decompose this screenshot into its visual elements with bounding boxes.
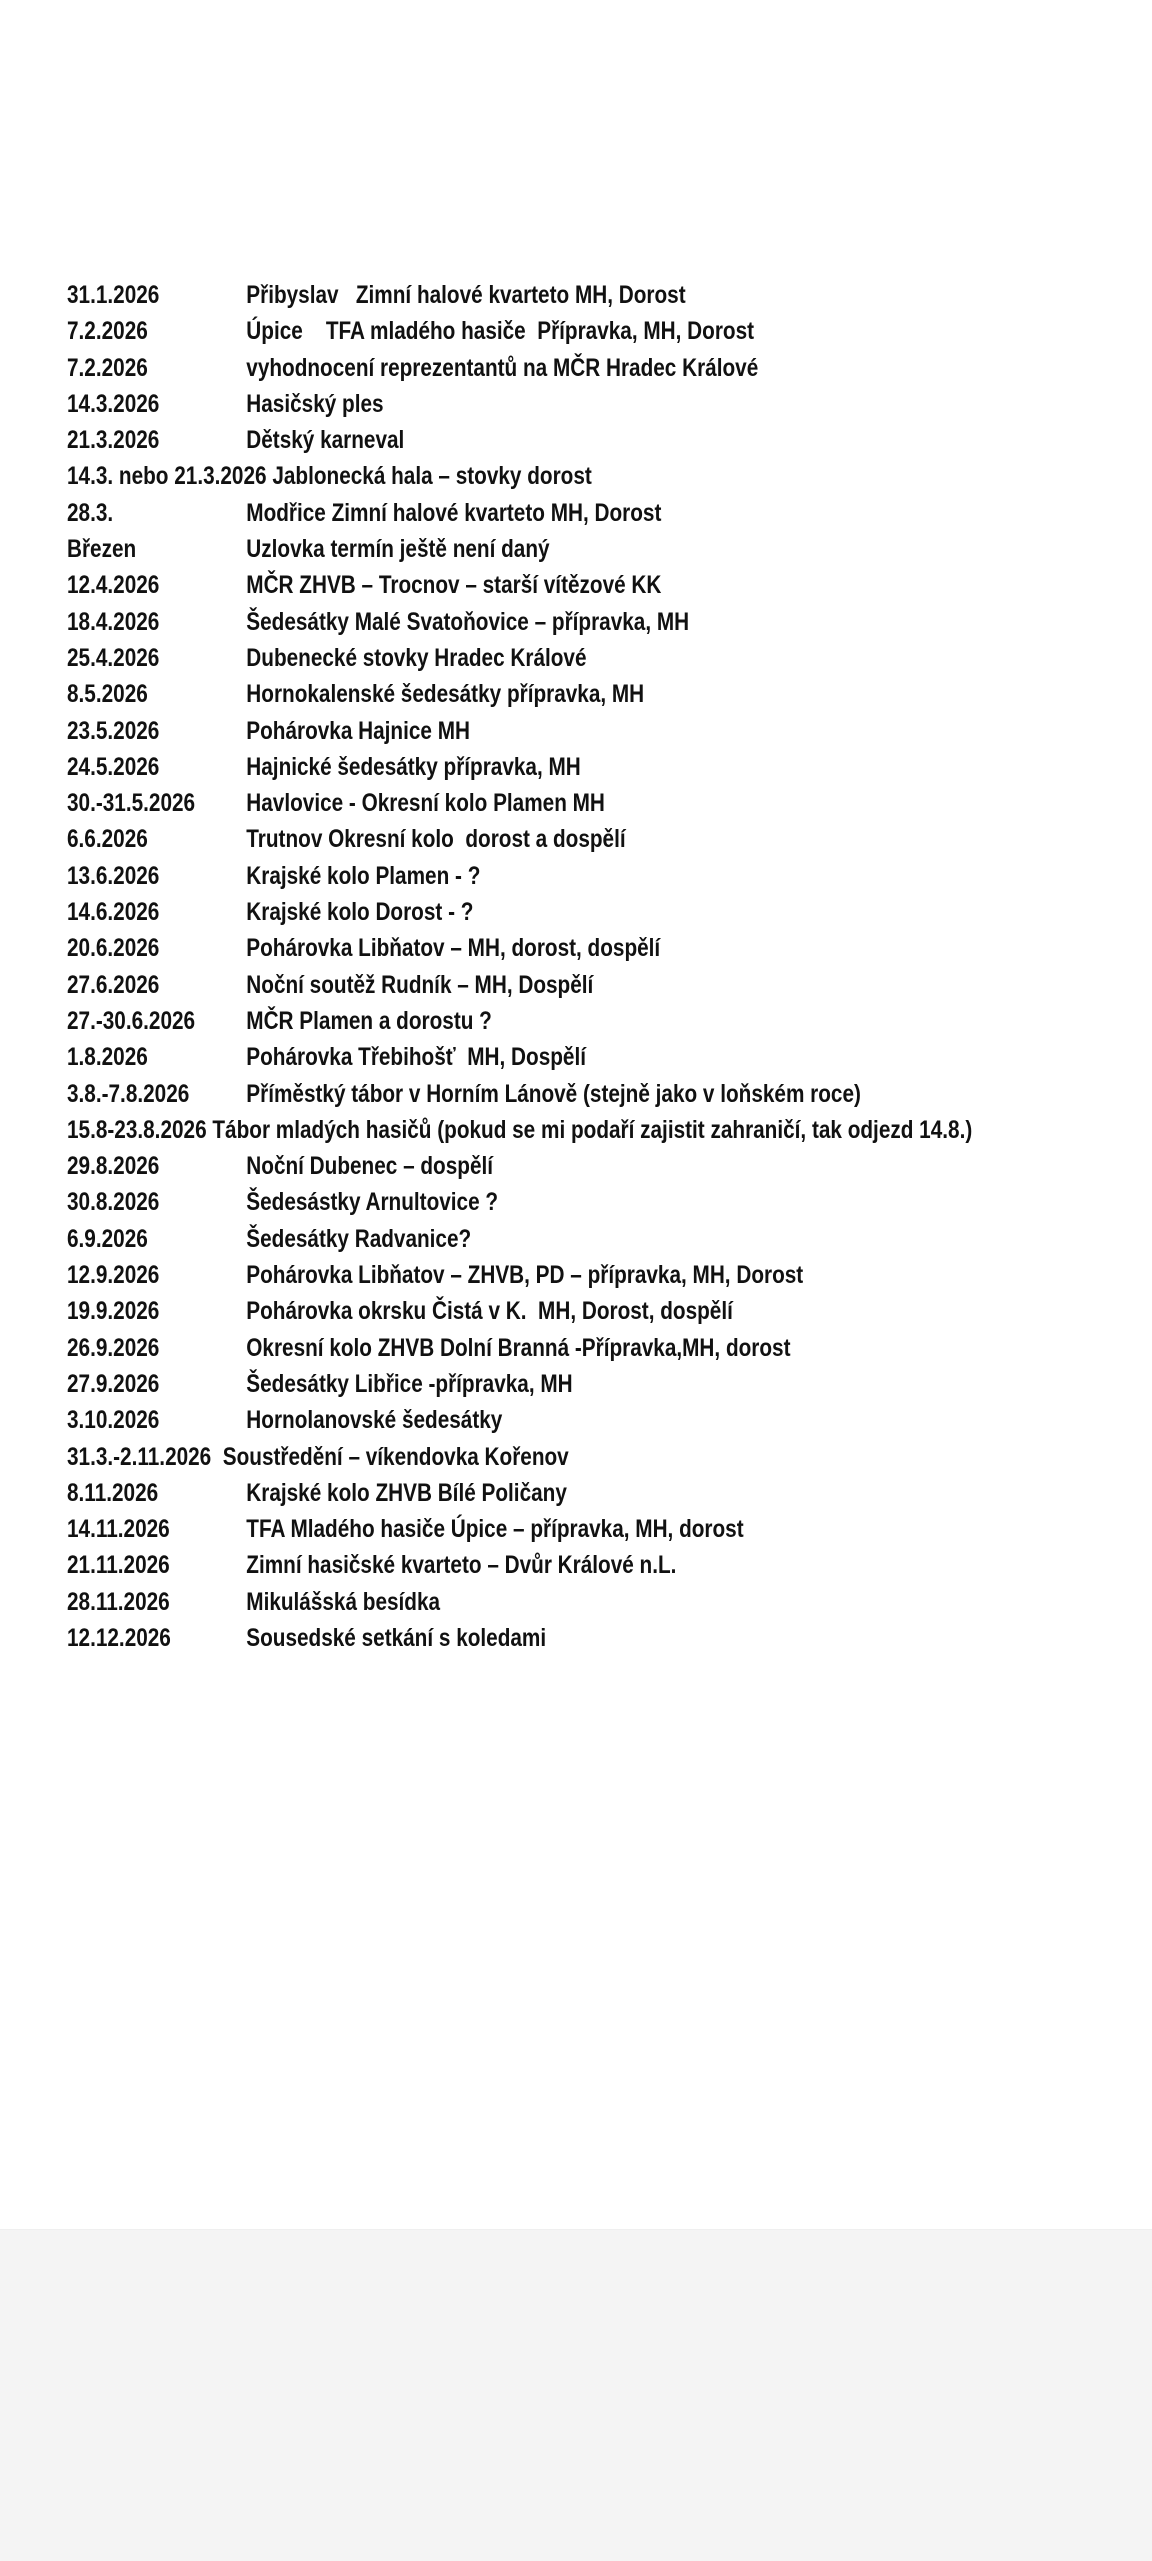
event-description: Pohárovka Hajnice MH	[246, 716, 470, 745]
event-date: 3.8.-7.8.2026	[67, 1079, 190, 1108]
event-row-content	[67, 1257, 803, 1293]
event-date: 18.4.2026	[67, 607, 160, 636]
event-description: Hornokalenské šedesátky přípravka, MH	[246, 680, 645, 709]
event-description: Úpice TFA mladého hasiče Přípravka, MH, Dorost	[246, 317, 755, 346]
event-row-content	[67, 1112, 972, 1148]
event-row	[67, 1547, 1147, 1583]
event-row-content	[67, 350, 758, 386]
event-date: 21.3.2026	[67, 426, 160, 455]
event-description: Mikulášská besídka	[246, 1587, 441, 1616]
event-date: 14.3. nebo 21.3.2026	[67, 462, 267, 491]
event-row-content	[67, 1148, 493, 1184]
event-description: Okresní kolo ZHVB Dolní Branná -Přípravka,MH, dorost	[246, 1333, 791, 1362]
event-row-content	[67, 1039, 586, 1075]
event-date: 7.2.2026	[67, 353, 148, 382]
event-date: 28.3.	[67, 498, 114, 527]
event-row	[67, 1112, 1147, 1148]
event-row-content	[67, 386, 384, 422]
event-description: Příměstký tábor v Horním Lánově (stejně jako v loňském roce)	[246, 1079, 861, 1108]
event-row-content	[67, 676, 644, 712]
event-row-content	[67, 1511, 744, 1547]
event-row	[67, 1076, 1147, 1112]
event-row-content	[67, 1003, 492, 1039]
event-row	[67, 1003, 1147, 1039]
event-date: 8.5.2026	[67, 680, 148, 709]
event-row	[67, 1330, 1147, 1366]
event-row-content	[67, 277, 686, 313]
event-description: Šedesátky Malé Svatoňovice – přípravka, MH	[246, 607, 690, 636]
event-row	[67, 1366, 1147, 1402]
event-date: 13.6.2026	[67, 861, 160, 890]
event-row-content	[67, 1076, 861, 1112]
event-description: Zimní hasičské kvarteto – Dvůr Králové n.L.	[246, 1551, 677, 1580]
event-date: 1.8.2026	[67, 1043, 148, 1072]
event-description: Dubenecké stovky Hradec Králové	[246, 643, 587, 672]
event-row-content	[67, 1293, 733, 1329]
event-row	[67, 967, 1147, 1003]
event-date: 29.8.2026	[67, 1152, 160, 1181]
event-row-content	[67, 458, 592, 494]
event-row	[67, 495, 1147, 531]
event-row	[67, 531, 1147, 567]
event-description: Pohárovka Libňatov – ZHVB, PD – přípravka, MH, Dorost	[246, 1261, 804, 1290]
event-date: 15.8-23.8.2026	[67, 1115, 207, 1144]
event-date: 23.5.2026	[67, 716, 160, 745]
event-row	[67, 422, 1147, 458]
event-description: Modřice Zimní halové kvarteto MH, Dorost	[246, 498, 662, 527]
event-date: 27.-30.6.2026	[67, 1006, 196, 1035]
event-date: 21.11.2026	[67, 1551, 170, 1580]
event-row	[67, 277, 1147, 313]
event-row-content	[67, 749, 581, 785]
event-date: 31.3.-2.11.2026	[67, 1442, 212, 1471]
event-row-content	[67, 1184, 498, 1220]
event-row	[67, 1584, 1147, 1620]
event-row	[67, 458, 1147, 494]
event-row	[67, 350, 1147, 386]
event-description: Tábor mladých hasičů (pokud se mi podaří zajistit zahraničí, tak odjezd 14.8.)	[206, 1115, 973, 1144]
event-row	[67, 1511, 1147, 1547]
event-row-content	[67, 1366, 573, 1402]
event-row	[67, 1620, 1147, 1656]
event-description: Pohárovka Libňatov – MH, dorost, dospělí	[246, 934, 661, 963]
event-description: Krajské kolo Dorost - ?	[246, 898, 474, 927]
event-row-content	[67, 894, 473, 930]
event-row-content	[67, 967, 593, 1003]
event-row	[67, 313, 1147, 349]
event-row	[67, 604, 1147, 640]
event-row-content	[67, 640, 587, 676]
event-row	[67, 1293, 1147, 1329]
event-row	[67, 567, 1147, 603]
event-row-content	[67, 785, 605, 821]
event-row-content	[67, 604, 689, 640]
event-row-content	[67, 422, 404, 458]
event-row	[67, 1184, 1147, 1220]
event-description: Krajské kolo Plamen - ?	[246, 861, 481, 890]
event-row-content	[67, 858, 480, 894]
event-description: Šedesátky Libřice -přípravka, MH	[246, 1369, 573, 1398]
event-description: Uzlovka termín ještě není daný	[246, 535, 550, 564]
event-row	[67, 785, 1147, 821]
event-row	[67, 894, 1147, 930]
event-row	[67, 640, 1147, 676]
event-description: Hajnické šedesátky přípravka, MH	[246, 752, 581, 781]
event-description: MČR ZHVB – Trocnov – starší vítězové KK	[246, 571, 662, 600]
event-date: 6.6.2026	[67, 825, 148, 854]
event-row-content	[67, 1620, 546, 1656]
event-description: Sousedské setkání s koledami	[246, 1623, 547, 1652]
event-date: 3.10.2026	[67, 1406, 160, 1435]
event-description: Hasičský ples	[246, 389, 384, 418]
event-row	[67, 1039, 1147, 1075]
event-row-content	[67, 930, 660, 966]
event-date: 12.12.2026	[67, 1623, 171, 1652]
event-row-content	[67, 713, 470, 749]
event-date: 27.6.2026	[67, 970, 160, 999]
event-date: 14.6.2026	[67, 898, 160, 927]
event-row	[67, 713, 1147, 749]
event-date: 25.4.2026	[67, 643, 160, 672]
event-description: Trutnov Okresní kolo dorost a dospělí	[246, 825, 626, 854]
event-description: Pohárovka okrsku Čistá v K. MH, Dorost, dospělí	[246, 1297, 733, 1326]
event-row	[67, 1257, 1147, 1293]
event-description: Šedesátky Radvanice?	[246, 1224, 472, 1253]
event-date: 6.9.2026	[67, 1224, 148, 1253]
event-row-content	[67, 567, 661, 603]
event-description: Šedesástky Arnultovice ?	[246, 1188, 499, 1217]
event-date: 30.8.2026	[67, 1188, 160, 1217]
event-date: Březen	[67, 535, 137, 564]
event-description: Hornolanovské šedesátky	[246, 1406, 503, 1435]
event-row-content	[67, 1439, 569, 1475]
event-description: MČR Plamen a dorostu ?	[246, 1006, 492, 1035]
event-row	[67, 821, 1147, 857]
event-date: 27.9.2026	[67, 1369, 160, 1398]
event-description: Dětský karneval	[246, 426, 405, 455]
event-row	[67, 1221, 1147, 1257]
event-date: 20.6.2026	[67, 934, 160, 963]
viewer-background	[0, 2229, 1152, 2561]
event-description: Soustředění – víkendovka Kořenov	[211, 1442, 569, 1471]
event-row-content	[67, 1584, 440, 1620]
event-date: 14.11.2026	[67, 1515, 170, 1544]
event-row	[67, 386, 1147, 422]
event-date: 28.11.2026	[67, 1587, 170, 1616]
event-date: 14.3.2026	[67, 389, 160, 418]
event-row	[67, 930, 1147, 966]
event-row	[67, 749, 1147, 785]
event-description: Noční soutěž Rudník – MH, Dospělí	[246, 970, 594, 999]
event-description: Havlovice - Okresní kolo Plamen MH	[246, 789, 605, 818]
event-schedule-list	[67, 277, 1147, 1656]
event-description: vyhodnocení reprezentantů na MČR Hradec Králové	[246, 353, 759, 382]
event-description: Krajské kolo ZHVB Bílé Poličany	[246, 1478, 567, 1507]
event-row-content	[67, 313, 754, 349]
event-row-content	[67, 531, 550, 567]
event-date: 12.4.2026	[67, 571, 160, 600]
event-date: 7.2.2026	[67, 317, 148, 346]
event-row	[67, 1402, 1147, 1438]
event-row	[67, 1148, 1147, 1184]
event-date: 24.5.2026	[67, 752, 160, 781]
event-row	[67, 676, 1147, 712]
event-row-content	[67, 495, 661, 531]
event-row-content	[67, 821, 626, 857]
event-date: 8.11.2026	[67, 1478, 159, 1507]
event-row	[67, 1439, 1147, 1475]
event-row-content	[67, 1402, 502, 1438]
event-date: 31.1.2026	[67, 281, 160, 309]
event-row-content	[67, 1221, 471, 1257]
event-row	[67, 858, 1147, 894]
event-row-content	[67, 1330, 791, 1366]
event-description: TFA Mladého hasiče Úpice – přípravka, MH, dorost	[246, 1515, 744, 1544]
event-description: Jablonecká hala – stovky dorost	[266, 462, 592, 491]
event-description: Pohárovka Třebihošť MH, Dospělí	[246, 1043, 586, 1072]
event-row-content	[67, 1475, 567, 1511]
event-description: Noční Dubenec – dospělí	[246, 1152, 494, 1181]
event-row	[67, 1475, 1147, 1511]
event-date: 30.-31.5.2026	[67, 789, 196, 818]
event-date: 26.9.2026	[67, 1333, 160, 1362]
event-description: Přibyslav Zimní halové kvarteto MH, Dorost	[246, 281, 686, 309]
event-row-content	[67, 1547, 676, 1583]
event-date: 19.9.2026	[67, 1297, 160, 1326]
event-date: 12.9.2026	[67, 1261, 160, 1290]
